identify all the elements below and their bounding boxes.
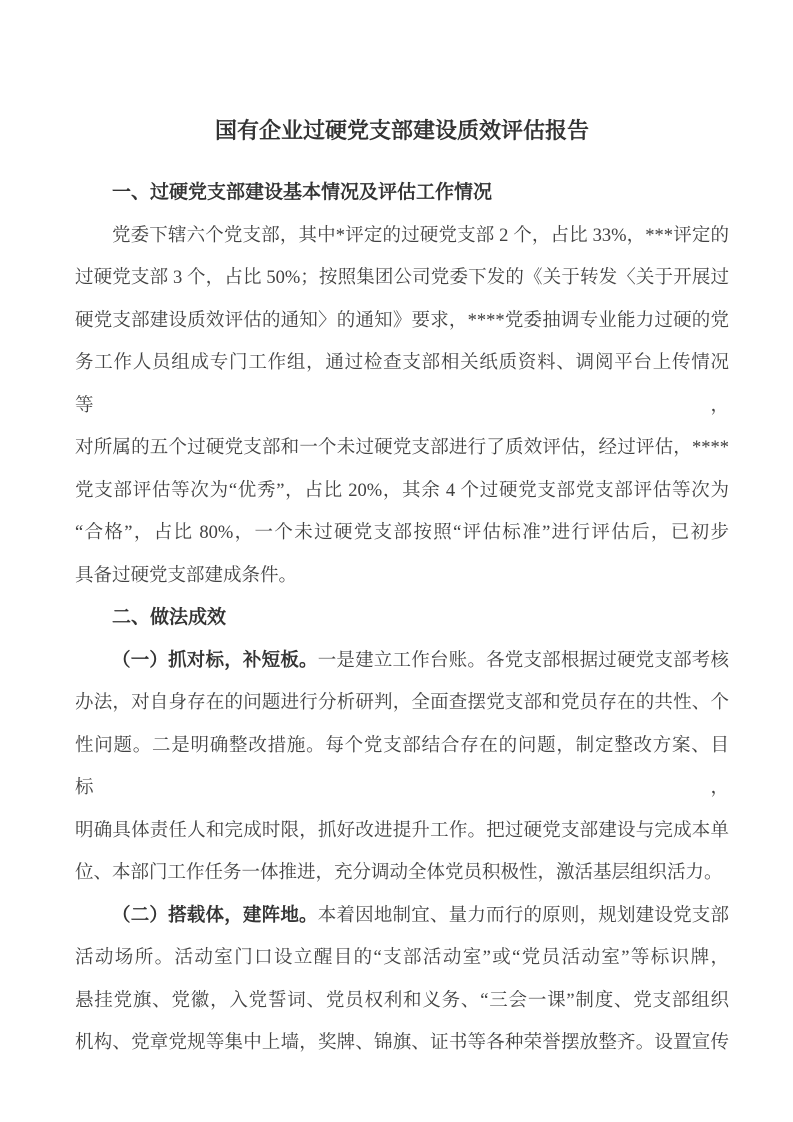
document-body: [75, 172, 729, 1065]
bold-lead-run: （一）抓对标，补短板。: [112, 650, 318, 671]
text-run: 办法，对自身存在的问题进行分析研判，全面查摆党支部和党员存在的共性、个: [75, 693, 729, 713]
text-line: [75, 810, 729, 853]
text-line: [75, 725, 729, 810]
text-run: 本着因地制宜、量力而行的原则，规划建设党支部: [317, 905, 729, 926]
document-title: 国有企业过硬党支部建设质效评估报告: [214, 118, 589, 143]
section-heading: 二、做法成效: [112, 607, 227, 628]
text-run: 位、本部门工作任务一体推进，充分调动全体党员积极性，激活基层组织活力。: [75, 863, 723, 883]
text-line: [75, 852, 729, 895]
text-run: 性问题。二是明确整改措施。每个党支部结合存在的问题，制定整改方案、目标，: [75, 735, 729, 798]
text-line: [75, 682, 729, 725]
text-run: “合格”，占比 80%，一个未过硬党支部按照“评估标准”进行评估后，已初步: [75, 523, 729, 543]
text-run: 一是建立工作台账。各党支部根据过硬党支部考核: [317, 650, 729, 671]
bold-lead-run: （二）搭载体，建阵地。: [112, 905, 318, 926]
text-line: [75, 512, 729, 555]
text-line: [75, 342, 729, 427]
text-line: [75, 640, 729, 683]
text-line: [75, 427, 729, 470]
text-line: [75, 300, 729, 343]
text-run: 活动场所。活动室门口设立醒目的“支部活动室”或“党员活动室”等标识牌，: [75, 948, 729, 968]
text-run: 党委下辖六个党支部，其中*评定的过硬党支部 2 个，占比 33%，***评定的: [112, 225, 729, 246]
text-line: [75, 470, 729, 513]
text-run: 机构、党章党规等集中上墙，奖牌、锦旗、证书等各种荣誉摆放整齐。设置宣传: [75, 1033, 729, 1053]
text-run: 对所属的五个过硬党支部和一个未过硬党支部进行了质效评估，经过评估，****: [75, 438, 729, 458]
text-line: [75, 1022, 729, 1065]
text-run: 悬挂党旗、党徽，入党誓词、党员权利和义务、“三会一课”制度、党支部组织: [75, 990, 729, 1011]
section-heading: 一、过硬党支部建设基本情况及评估工作情况: [112, 182, 493, 203]
text-run: 党支部评估等次为“优秀”，占比 20%，其余 4 个过硬党支部党支部评估等次为: [75, 480, 729, 501]
text-run: 硬党支部建设质效评估的通知〉的通知》要求，****党委抽调专业能力过硬的党: [75, 310, 729, 331]
text-run: 具备过硬党支部建成条件。: [75, 565, 298, 586]
text-line: [75, 895, 729, 938]
text-line: [75, 980, 729, 1023]
text-run: 务工作人员组成专门工作组，通过检查支部相关纸质资料、调阅平台上传情况等，: [75, 353, 729, 416]
text-run: 明确具体责任人和完成时限，抓好改进提升工作。把过硬党支部建设与完成本单: [75, 820, 729, 841]
text-run: 过硬党支部 3 个，占比 50%；按照集团公司党委下发的《关于转发〈关于开展过: [75, 268, 729, 288]
text-line: [75, 937, 729, 980]
text-line: [75, 215, 729, 258]
text-line: [75, 257, 729, 300]
text-line: [75, 555, 729, 598]
